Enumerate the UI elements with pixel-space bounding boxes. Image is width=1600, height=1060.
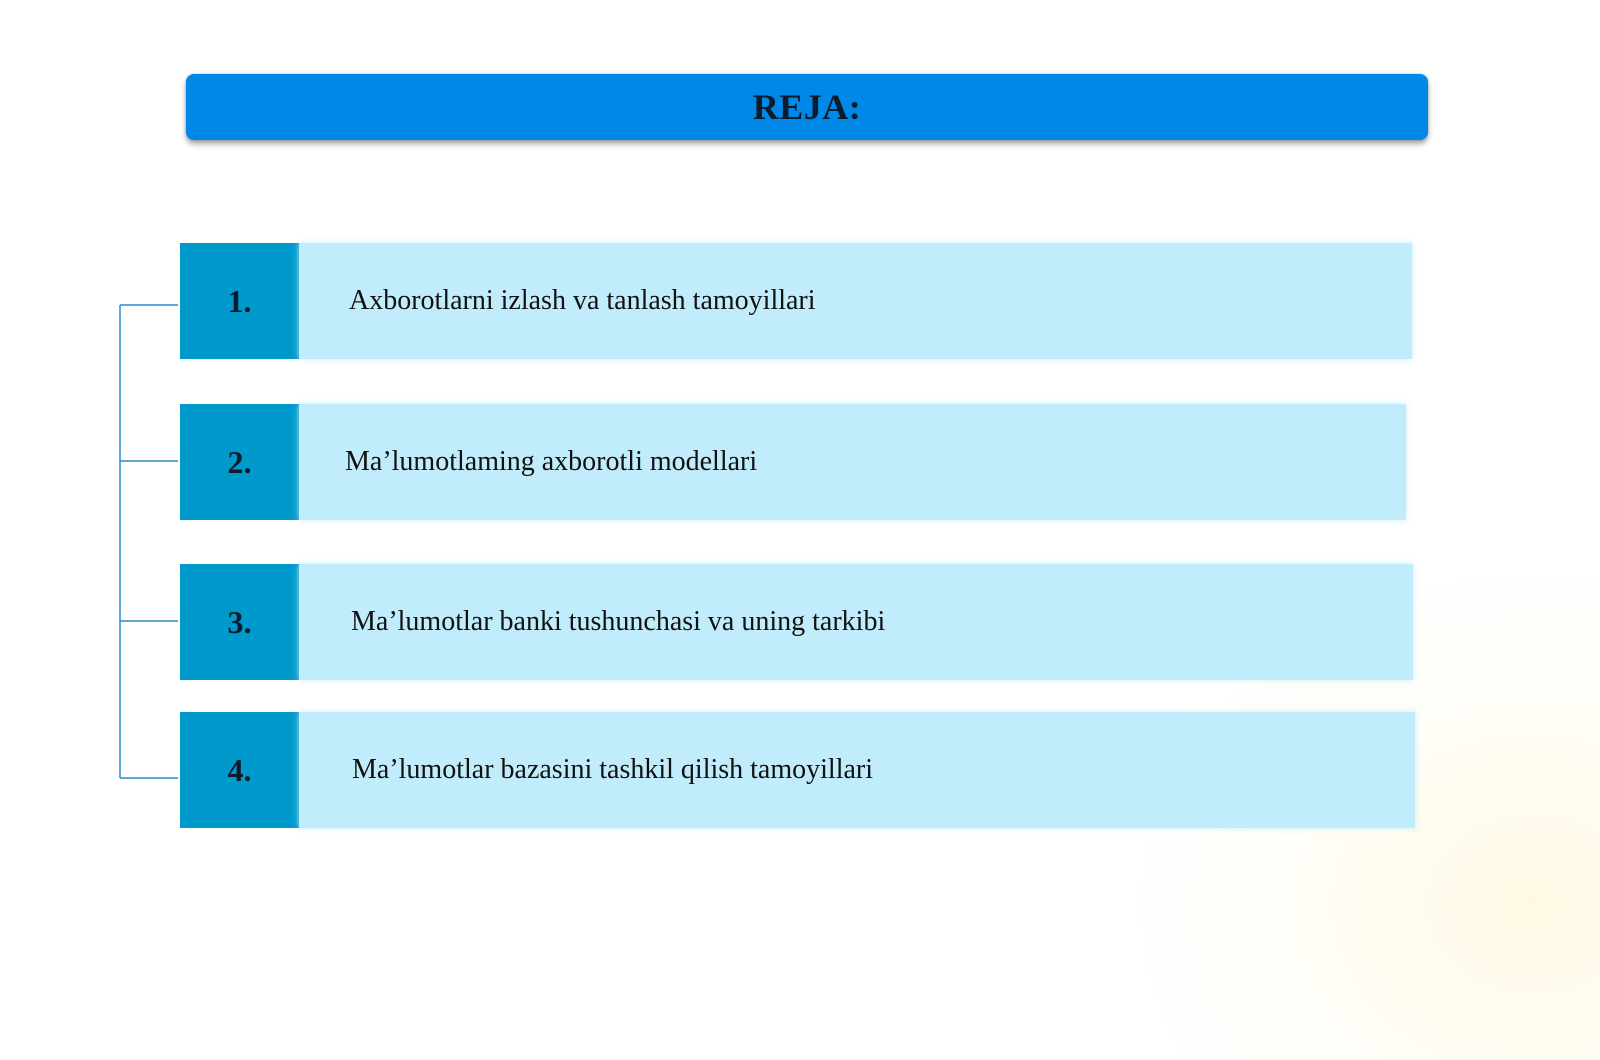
title-banner	[186, 74, 1428, 140]
item-number: 1.	[227, 282, 252, 319]
item-number: 4.	[227, 751, 252, 788]
item-text-box	[299, 712, 1415, 828]
item-number-box	[180, 564, 299, 680]
item-number: 3.	[227, 603, 252, 640]
item-label: Ma’lumotlar bazasini tashkil qilish tamoyillari	[352, 754, 874, 785]
item-number-box	[180, 243, 299, 359]
item-text-box	[299, 404, 1406, 520]
item-number-box	[180, 404, 299, 520]
plan-item	[180, 243, 1412, 359]
item-label: Axborotlarni izlash va tanlash tamoyillari	[349, 285, 816, 316]
page-title: REJA:	[752, 87, 862, 127]
item-label: Ma’lumotlar banki tushunchasi va uning tarkibi	[351, 606, 886, 637]
item-text-box	[299, 564, 1413, 680]
item-text-box	[299, 243, 1412, 359]
item-label: Ma’lumotlaming axborotli modellari	[345, 446, 758, 477]
plan-item	[180, 564, 1413, 680]
plan-item	[180, 712, 1415, 828]
item-number: 2.	[227, 443, 252, 480]
item-number-box	[180, 712, 299, 828]
plan-item	[180, 404, 1406, 520]
